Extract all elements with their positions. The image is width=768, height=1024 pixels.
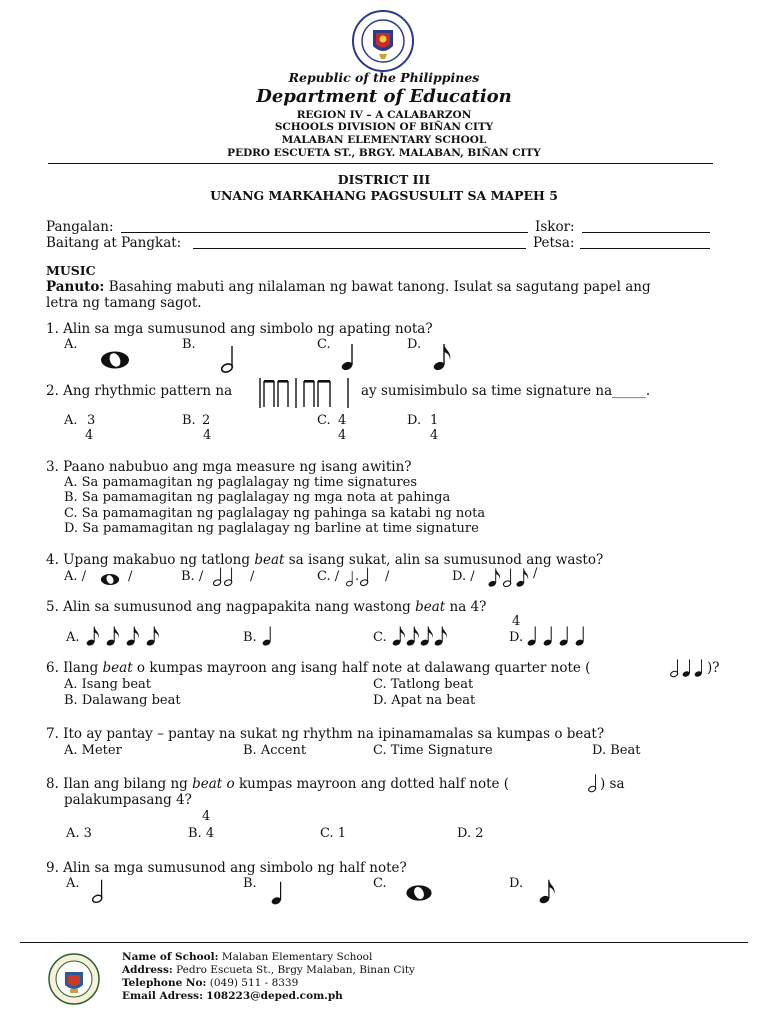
score-field[interactable] [582, 232, 710, 233]
q2-option-c-bottom: 4 [338, 428, 347, 443]
section-title: MUSIC [46, 263, 96, 278]
footer-school-value: Malaban Elementary School [221, 951, 373, 963]
q3-option-b: B. Sa pamamagitan ng paglalagay ng mga nota at pahinga [64, 490, 451, 505]
q6-option-c: C. Tatlong beat [373, 677, 474, 692]
q8-option-b: B. 4 [188, 826, 215, 841]
q4-post: sa isang sukat, alin sa sumusunod ang wasto? [288, 552, 604, 568]
q6-option-a: A. Isang beat [64, 677, 152, 692]
quarter-note-icon [271, 880, 285, 906]
half-note-icon [221, 344, 237, 374]
footer-school [122, 951, 372, 965]
q5-post: na 4? [449, 599, 487, 615]
school-logo [48, 953, 100, 1005]
q8-em: beat o [192, 776, 235, 792]
q2-option-c-label: C. [317, 413, 331, 428]
eighth-note-icon [126, 625, 141, 647]
eighth-note-icon [434, 625, 449, 647]
quarter-note-icon [694, 658, 705, 678]
footer-address [122, 964, 415, 978]
q1-text: 1. Alin sa mga sumusunod ang simbolo ng apating nota? [46, 321, 433, 337]
q4-option-a: A. / [64, 569, 87, 584]
q3-option-a: A. Sa pamamagitan ng paglalagay ng time signatures [64, 475, 418, 490]
footer-phone [122, 977, 298, 991]
quarter-note-icon [575, 625, 587, 647]
footer-address-value: Pedro Escueta St., Brgy Malaban, Binan City [176, 964, 415, 976]
q9-text: 9. Alin sa mga sumusunod ang simbolo ng half note? [46, 860, 407, 876]
instructions-label: Panuto: [46, 279, 105, 295]
footer-school-label: Name of School: [122, 951, 219, 963]
q9-option-c: C. [373, 876, 387, 891]
q2-option-b-top: 2 [202, 413, 211, 428]
q8-post: kumpas mayroon ang dotted half note ( [238, 776, 510, 792]
quarter-note-icon [543, 625, 555, 647]
q3-text: 3. Paano nabubuo ang mga measure ng isang awitin? [46, 459, 412, 475]
q6-option-d: D. Apat na beat [373, 693, 476, 708]
q2-option-b-label: B. [182, 413, 196, 428]
eighth-note-icon [392, 625, 407, 647]
eighth-note-icon [516, 567, 530, 588]
q8-text [46, 776, 509, 792]
header-divider [48, 163, 713, 164]
q1-option-b: B. [182, 337, 196, 352]
q6-close: )? [707, 660, 720, 676]
whole-note-icon [100, 350, 130, 370]
half-note-icon [92, 878, 106, 904]
q9-option-a: A. [66, 876, 80, 891]
quarter-note-icon [682, 658, 693, 678]
q8-close: ) sa [600, 776, 625, 792]
division-line: SCHOOLS DIVISION OF BIÑAN CITY [274, 121, 494, 133]
q7-text: 7. Ito ay pantay – pantay na sukat ng rhythm na ipinamamalas sa kumpas o beat? [46, 726, 605, 742]
q4-option-d: D. / [452, 569, 475, 584]
q2-option-c-top: 4 [338, 413, 347, 428]
q5-em: beat [415, 599, 446, 615]
q5-pre: 5. Alin sa sumusunod ang nagpapakita nang wastong [46, 599, 411, 615]
date-label: Petsa: [533, 235, 575, 251]
half-note-icon [503, 567, 514, 588]
school-line: MALABAN ELEMENTARY SCHOOL [281, 134, 487, 146]
q8-pre: 8. Ilan ang bilang ng [46, 776, 188, 792]
district-title: DISTRICT III [337, 172, 431, 187]
footer-address-label: Address: [122, 964, 173, 976]
q6-pre: 6. Ilang [46, 660, 99, 676]
q1-option-a: A. [64, 337, 78, 352]
footer-phone-value: (049) 511 - 8339 [209, 977, 299, 989]
quarter-note-icon [527, 625, 539, 647]
q5-option-a: A. [66, 630, 80, 645]
q2-post: ay sumisimbulo sa time signature na_____. [361, 383, 651, 399]
half-note-icon [360, 566, 371, 587]
q8-option-a: A. 3 [66, 826, 92, 841]
eighth-note-icon [106, 625, 121, 647]
q4-slash-d: / [533, 566, 538, 581]
region-line: REGION IV – A CALABARZON [296, 109, 472, 121]
q6-post: o kumpas mayroon ang isang half note at dalawang quarter note ( [136, 660, 591, 676]
q2-option-d-bottom: 4 [430, 428, 439, 443]
footer-email [122, 990, 343, 1004]
q8-option-c: C. 1 [320, 826, 347, 841]
q4-text [46, 552, 603, 568]
whole-note-icon [100, 573, 120, 586]
half-note-icon [213, 566, 224, 587]
half-note-icon [588, 773, 599, 793]
deped-seal [352, 10, 414, 72]
q9-option-b: B. [243, 876, 257, 891]
q2-pre: 2. Ang rhythmic pattern na [46, 383, 233, 399]
quarter-note-icon [341, 342, 357, 372]
q2-option-a-bottom: 4 [85, 428, 94, 443]
q7-option-a: A. Meter [64, 743, 122, 758]
eighth-note-icon [488, 567, 502, 588]
q1-option-d: D. [407, 337, 422, 352]
half-note-icon [346, 570, 355, 587]
q8-option-d: D. 2 [457, 826, 484, 841]
q2-option-d-top: 1 [430, 413, 439, 428]
address-line: PEDRO ESCUETA ST., BRGY. MALABAN, BIÑAN CITY [227, 147, 541, 159]
name-field[interactable] [121, 232, 528, 233]
q3-option-c: C. Sa pamamagitan ng paglalagay ng pahinga sa katabi ng nota [64, 506, 486, 521]
q5-option-c: C. [373, 630, 387, 645]
grade-label: Baitang at Pangkat: [46, 235, 182, 251]
eighth-note-icon [146, 625, 161, 647]
q4-em: beat [254, 552, 285, 568]
q9-option-d: D. [509, 876, 524, 891]
half-note-icon [224, 566, 235, 587]
q4-pre: 4. Upang makabuo ng tatlong [46, 552, 251, 568]
footer-phone-label: Telephone No: [122, 977, 207, 989]
q6-option-b: B. Dalawang beat [64, 693, 181, 708]
q2-option-d-label: D. [407, 413, 422, 428]
eighth-note-icon [433, 342, 453, 372]
date-field[interactable] [580, 248, 710, 249]
grade-field[interactable] [193, 248, 526, 249]
q1-option-c: C. [317, 337, 331, 352]
rhythm-pattern-icon [258, 377, 351, 409]
eighth-note-icon [406, 625, 421, 647]
q3-option-d: D. Sa pamamagitan ng paglalagay ng barline at time signature [64, 521, 479, 536]
q4-slash-b: / [250, 569, 255, 584]
q5-option-b: B. [243, 630, 257, 645]
q2-option-a-label: A. [64, 413, 78, 428]
q6-em: beat [102, 660, 133, 676]
q4-dot: . [355, 569, 360, 584]
q6-text [46, 660, 590, 676]
quarter-note-icon [559, 625, 571, 647]
footer-divider [20, 942, 748, 943]
q8-line2: palakumpasang 4? [64, 792, 192, 808]
q5-option-d: D. [509, 630, 524, 645]
q2-option-a-top: 3 [87, 413, 96, 428]
quarter-note-icon [262, 625, 274, 647]
q4-slash-a: / [128, 569, 133, 584]
test-title: UNANG MARKAHANG PAGSUSULIT SA MAPEH 5 [210, 188, 558, 203]
q7-option-d: D. Beat [592, 743, 641, 758]
footer-email-label: Email Adress: [122, 990, 203, 1002]
department-title: Department of Education [256, 86, 512, 107]
whole-note-icon [404, 884, 434, 902]
instructions-line2: letra ng tamang sagot. [46, 295, 202, 311]
instructions-text: Basahing mabuti ang nilalaman ng bawat tanong. Isulat sa sagutang papel ang [108, 279, 651, 295]
instructions-line1 [46, 279, 651, 295]
q7-option-c: C. Time Signature [373, 743, 493, 758]
footer-email-value[interactable]: 108223@deped.com.ph [206, 990, 343, 1002]
name-label: Pangalan: [46, 219, 114, 235]
q4-option-c: C. / [317, 569, 340, 584]
eighth-note-icon [420, 625, 435, 647]
score-label: Iskor: [535, 219, 575, 235]
q5-time-sig-top: 4 [512, 614, 521, 629]
q8-time-sig-bottom: 4 [202, 809, 211, 824]
q4-option-b: B. / [181, 569, 204, 584]
half-note-icon [670, 658, 681, 678]
q2-option-b-bottom: 4 [203, 428, 212, 443]
eighth-note-icon [539, 878, 557, 905]
q4-slash-c: / [385, 569, 390, 584]
eighth-note-icon [86, 625, 101, 647]
q7-option-b: B. Accent [243, 743, 307, 758]
republic-line: Republic of the Philippines [288, 70, 480, 85]
q5-text [46, 599, 486, 615]
